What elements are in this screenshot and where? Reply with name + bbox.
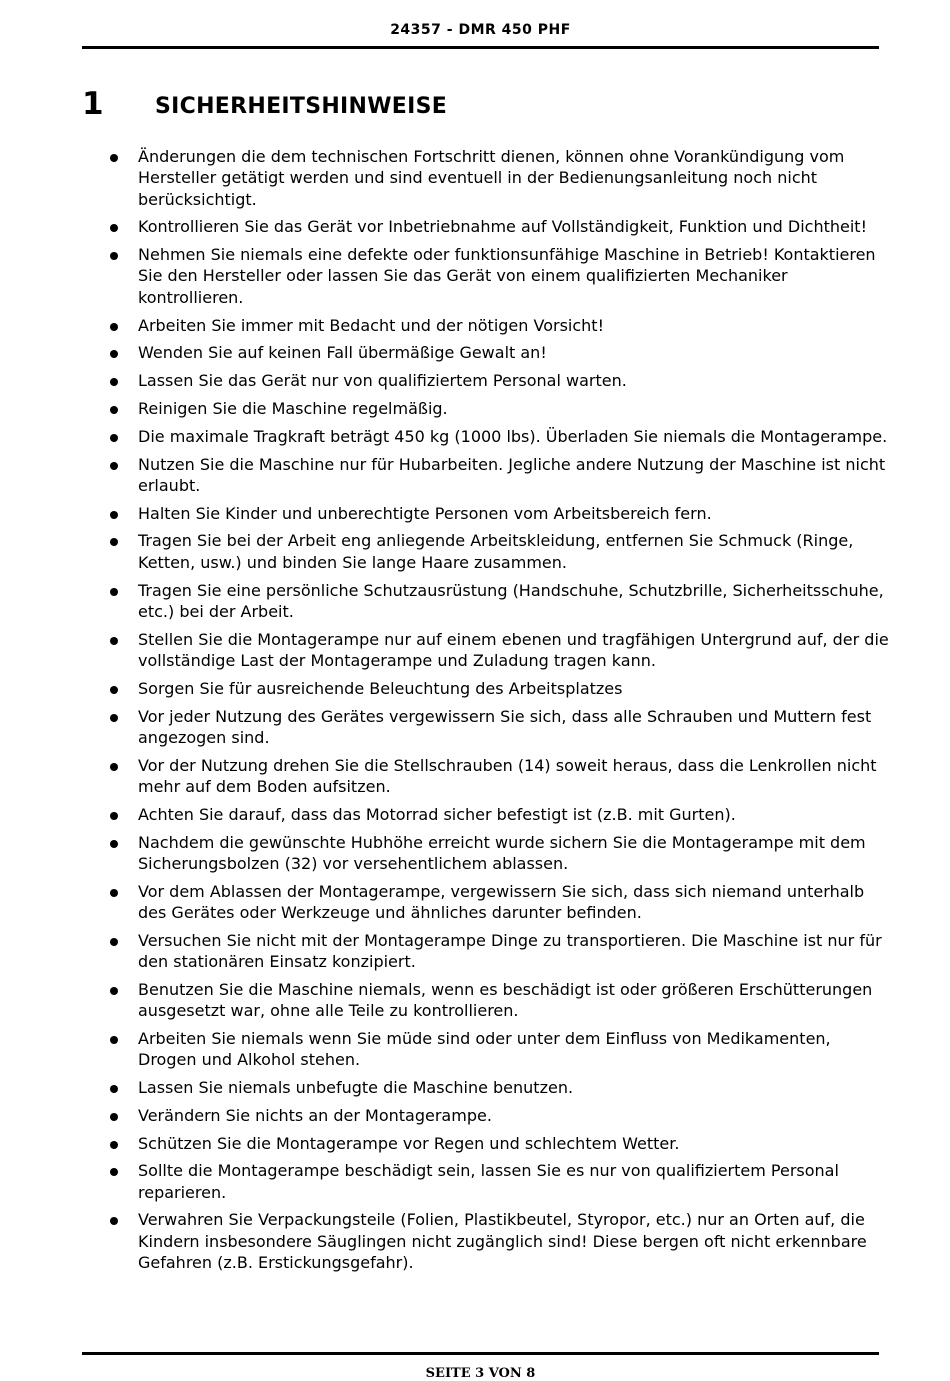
bullet-icon xyxy=(110,588,118,596)
list-item xyxy=(0,1077,950,1098)
list-item-text: Die maximale Tragkraft beträgt 450 kg (1000 lbs). Überladen Sie niemals die Montagerampe. xyxy=(138,426,888,446)
list-item-text: Vor dem Ablassen der Montagerampe, vergewissern Sie sich, dass sich niemand unterhalb des Gerätes oder Werkzeuge und ähnliches darunter befinden. xyxy=(138,881,865,922)
bullet-icon xyxy=(110,224,118,232)
list-item-text: Reinigen Sie die Maschine regelmäßig. xyxy=(138,398,448,418)
list-item xyxy=(0,1133,950,1154)
bullet-icon xyxy=(110,637,118,645)
list-item-text: Änderungen die dem technischen Fortschritt dienen, können ohne Vorankündigung vom Hersteller getätigt werden und sind eventuell in der Bedienungsanleitung noch nicht berücksichtigt. xyxy=(138,147,845,209)
section-title: SICHERHEITSHINWEISE xyxy=(155,94,448,119)
list-item xyxy=(0,706,950,749)
bullet-icon xyxy=(110,1085,118,1093)
list-item xyxy=(0,804,950,825)
page-header-title: 24357 - DMR 450 PHF xyxy=(390,22,571,38)
bullet-icon xyxy=(110,1036,118,1044)
list-item xyxy=(0,398,950,419)
bullet-icon xyxy=(110,1113,118,1121)
list-item xyxy=(0,426,950,447)
safety-instructions-list xyxy=(0,146,950,1280)
list-item xyxy=(0,1160,950,1203)
list-item-text: Nutzen Sie die Maschine nur für Hubarbeiten. Jegliche andere Nutzung der Maschine ist nicht erlaubt. xyxy=(138,454,886,495)
list-item xyxy=(0,1105,950,1126)
list-item-text: Halten Sie Kinder und unberechtigte Personen vom Arbeitsbereich fern. xyxy=(138,503,712,523)
list-item-text: Vor der Nutzung drehen Sie die Stellschrauben (14) soweit heraus, dass die Lenkrollen nicht mehr auf dem Boden aufsitzen. xyxy=(138,755,877,796)
list-item xyxy=(0,244,950,308)
bullet-icon xyxy=(110,889,118,897)
bullet-icon xyxy=(110,987,118,995)
list-item-text: Nehmen Sie niemals eine defekte oder funktionsunfähige Maschine in Betrieb! Kontaktieren Sie den Hersteller oder lassen Sie das Gerät von einem qualifizierten Mechaniker kontrollieren. xyxy=(138,245,876,307)
bullet-icon xyxy=(110,938,118,946)
list-item-text: Arbeiten Sie niemals wenn Sie müde sind oder unter dem Einfluss von Medikamenten, Drogen und Alkohol stehen. xyxy=(138,1028,831,1070)
list-item-text: Tragen Sie bei der Arbeit eng anliegende Arbeitskleidung, entfernen Sie Schmuck (Ringe, Ketten, usw.) und binden Sie lange Haare zusammen. xyxy=(138,531,854,572)
footer-rule xyxy=(82,1352,879,1355)
bullet-icon xyxy=(110,538,118,546)
bullet-icon xyxy=(110,840,118,848)
list-item xyxy=(0,930,950,973)
bullet-icon xyxy=(110,763,118,771)
bullet-icon xyxy=(110,406,118,414)
section-number: 1 xyxy=(82,86,104,122)
list-item-text: Kontrollieren Sie das Gerät vor Inbetriebnahme auf Vollständigkeit, Funktion und Dichtheit! xyxy=(138,217,867,237)
bullet-icon xyxy=(110,434,118,442)
list-item xyxy=(0,315,950,336)
list-item xyxy=(0,1028,950,1071)
list-item-text: Versuchen Sie nicht mit der Montagerampe Dinge zu transportieren. Die Maschine ist nur für den stationären Einsatz konzipiert. xyxy=(138,930,882,971)
list-item-text: Verändern Sie nichts an der Montagerampe. xyxy=(138,1105,492,1125)
list-item xyxy=(0,342,950,363)
list-item-text: Lassen Sie das Gerät nur von qualifiziertem Personal warten. xyxy=(138,371,627,391)
bullet-icon xyxy=(110,1141,118,1149)
bullet-icon xyxy=(110,686,118,694)
bullet-icon xyxy=(110,1168,118,1176)
list-item xyxy=(0,881,950,924)
list-item-text: Stellen Sie die Montagerampe nur auf einem ebenen und tragfähigen Untergrund auf, der die vollständige Last der Montagerampe und Zuladung tragen kann. xyxy=(138,629,889,670)
bullet-icon xyxy=(110,462,118,470)
list-item-text: Sollte die Montagerampe beschädigt sein, lassen Sie es nur von qualifiziertem Personal reparieren. xyxy=(138,1161,839,1202)
list-item-text: Benutzen Sie die Maschine niemals, wenn es beschädigt ist oder größeren Erschütterungen ausgesetzt war, ohne alle Teile zu kontrollieren. xyxy=(138,979,873,1021)
list-item xyxy=(0,216,950,237)
bullet-icon xyxy=(110,714,118,722)
list-item-text: Verwahren Sie Verpackungsteile (Folien, Plastikbeutel, Styropor, etc.) nur an Orten auf, die Kindern insbesondere Säuglingen nicht zugänglich sind! Diese bergen oft nicht erkennbare Gefahren (z.B. Erstickungsgefahr). xyxy=(138,1210,867,1273)
list-item-text: Sorgen Sie für ausreichende Beleuchtung des Arbeitsplatzes xyxy=(138,678,623,698)
list-item xyxy=(0,370,950,391)
list-item-text: Lassen Sie niemals unbefugte die Maschine benutzen. xyxy=(138,1077,574,1097)
list-item-text: Vor jeder Nutzung des Gerätes vergewissern Sie sich, dass alle Schrauben und Muttern fest angezogen sind. xyxy=(138,706,872,747)
bullet-icon xyxy=(110,812,118,820)
list-item xyxy=(0,755,950,798)
list-item xyxy=(0,1209,950,1273)
list-item-text: Tragen Sie eine persönliche Schutzausrüstung (Handschuhe, Schutzbrille, Sicherheitsschuhe, etc.) bei der Arbeit. xyxy=(138,580,884,621)
list-item xyxy=(0,454,950,497)
list-item xyxy=(0,629,950,672)
bullet-icon xyxy=(110,154,118,162)
list-item-text: Schützen Sie die Montagerampe vor Regen und schlechtem Wetter. xyxy=(138,1133,680,1153)
page-footer-number: SEITE 3 VON 8 xyxy=(425,1366,536,1381)
list-item xyxy=(0,503,950,524)
bullet-icon xyxy=(110,378,118,386)
list-item xyxy=(0,146,950,210)
list-item xyxy=(0,832,950,875)
list-item-text: Arbeiten Sie immer mit Bedacht und der nötigen Vorsicht! xyxy=(138,315,604,335)
bullet-icon xyxy=(110,323,118,331)
list-item xyxy=(0,678,950,699)
list-item-text: Achten Sie darauf, dass das Motorrad sicher befestigt ist (z.B. mit Gurten). xyxy=(138,804,736,824)
bullet-icon xyxy=(110,252,118,260)
list-item xyxy=(0,979,950,1022)
bullet-icon xyxy=(110,1217,118,1225)
list-item xyxy=(0,530,950,573)
list-item-text: Nachdem die gewünschte Hubhöhe erreicht wurde sichern Sie die Montagerampe mit dem Sicherungsbolzen (32) vor versehentlichem ablassen. xyxy=(138,832,866,873)
bullet-icon xyxy=(110,511,118,519)
bullet-icon xyxy=(110,350,118,358)
list-item-text: Wenden Sie auf keinen Fall übermäßige Gewalt an! xyxy=(138,343,547,363)
list-item xyxy=(0,580,950,623)
header-rule xyxy=(82,46,879,49)
